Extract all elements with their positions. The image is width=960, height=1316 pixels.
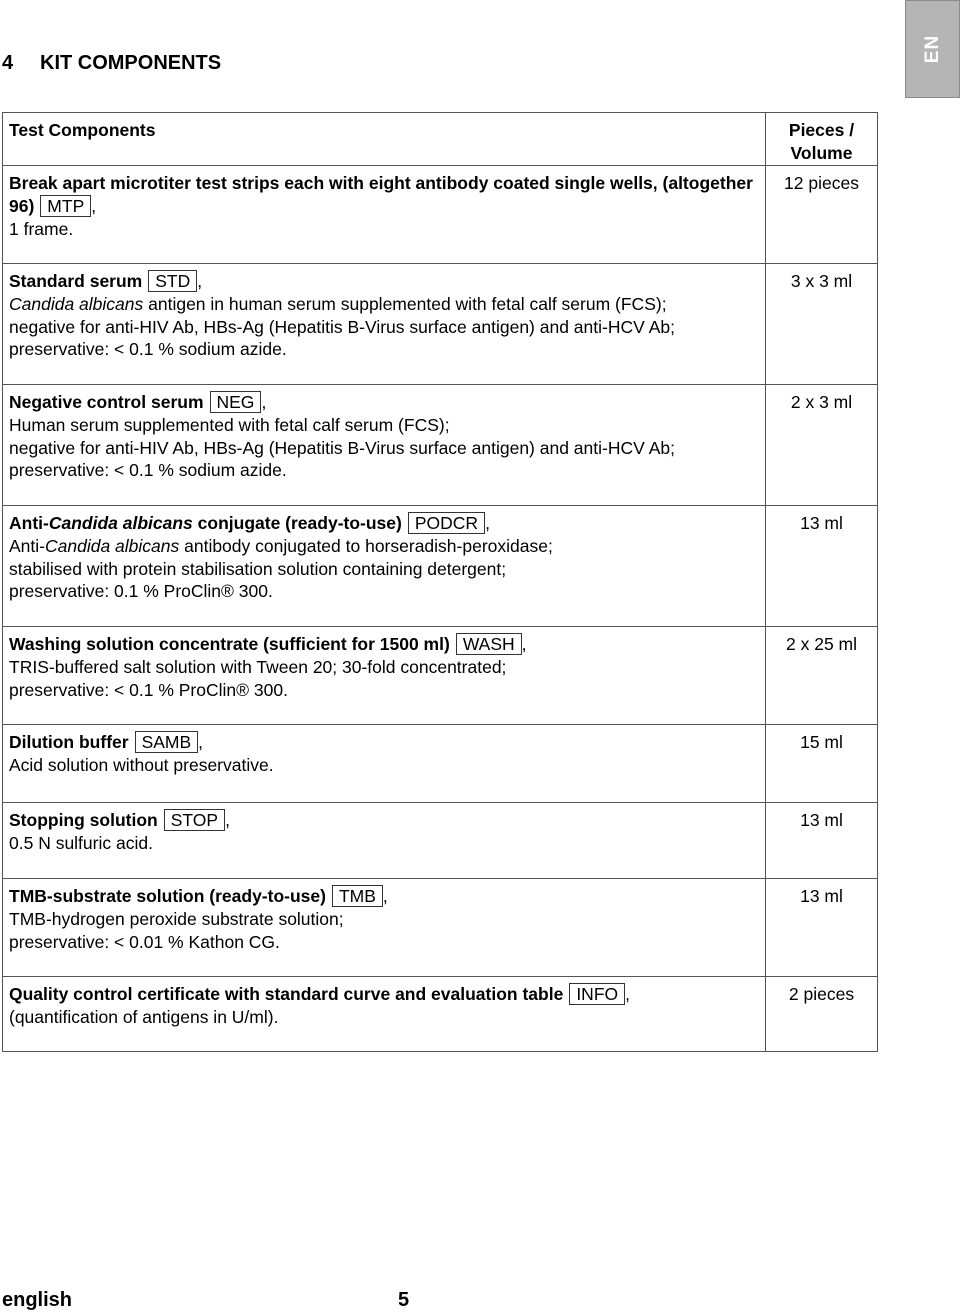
table-row bbox=[3, 803, 878, 879]
component-code: NEG bbox=[210, 391, 262, 413]
table-row bbox=[3, 264, 878, 385]
component-desc: 1 frame. bbox=[9, 218, 74, 239]
component-cell: Negative control serum NEG , Human serum supplemented with fetal calf serum (FCS); negative for anti-HIV Ab, HBs-Ag (Hepatitis B-Virus surface antigen) and anti-HCV Ab; preservative: < 0.1 % sodium azide. bbox=[3, 385, 766, 506]
component-cell: Anti-Candida albicans conjugate (ready-to-use) PODCR , Anti-Candida albicans antibody conjugated to horseradish-peroxidase; stabilised with protein stabilisation solution containing detergent; preservative: 0.1 % ProClin® 300. bbox=[3, 506, 766, 627]
component-name: Quality control certificate with standard curve and evaluation table bbox=[9, 984, 564, 1004]
component-code: INFO bbox=[569, 983, 625, 1005]
component-desc: negative for anti-HIV Ab, HBs-Ag (Hepatitis B-Virus surface antigen) and anti-HCV Ab; bbox=[9, 437, 675, 458]
component-volume: 13 ml bbox=[766, 803, 878, 879]
component-name: TMB-substrate solution (ready-to-use) bbox=[9, 886, 326, 906]
component-volume: 3 x 3 ml bbox=[766, 264, 878, 385]
component-cell: TMB-substrate solution (ready-to-use) TMB , TMB-hydrogen peroxide substrate solution; preservative: < 0.01 % Kathon CG. bbox=[3, 879, 766, 977]
kit-components-table bbox=[2, 112, 878, 1052]
component-desc: preservative: 0.1 % ProClin® 300. bbox=[9, 581, 273, 602]
header-test-components: Test Components bbox=[3, 113, 766, 166]
component-desc: Acid solution without preservative. bbox=[9, 754, 274, 775]
component-desc: preservative: < 0.1 % sodium azide. bbox=[9, 460, 287, 481]
component-name: Stopping solution bbox=[9, 810, 158, 830]
component-code: PODCR bbox=[408, 512, 485, 534]
component-name: Break apart microtiter test strips each with eight antibody coated single wells, (altogether 96) bbox=[9, 173, 753, 216]
component-desc: Human serum supplemented with fetal calf serum (FCS); bbox=[9, 414, 450, 435]
page-number: 5 bbox=[398, 1289, 410, 1311]
table-row bbox=[3, 977, 878, 1052]
component-code: MTP bbox=[40, 195, 91, 217]
component-cell: Standard serum STD , Candida albicans antigen in human serum supplemented with fetal calf serum (FCS); negative for anti-HIV Ab, HBs-Ag (Hepatitis B-Virus surface antigen) and anti-HCV Ab; preservative: < 0.1 % sodium azide. bbox=[3, 264, 766, 385]
section-number: 4 bbox=[2, 52, 14, 74]
component-code: WASH bbox=[456, 633, 522, 655]
language-tab-label: EN bbox=[921, 34, 943, 64]
component-volume: 2 x 25 ml bbox=[766, 627, 878, 725]
component-name: Dilution buffer bbox=[9, 732, 129, 752]
component-volume: 2 pieces bbox=[766, 977, 878, 1052]
table-row bbox=[3, 627, 878, 725]
component-code: STD bbox=[148, 270, 197, 292]
table-row bbox=[3, 725, 878, 803]
component-cell: Break apart microtiter test strips each with eight antibody coated single wells, (altogether 96) MTP , 1 frame. bbox=[3, 166, 766, 264]
table-header-row bbox=[3, 113, 878, 166]
component-desc: preservative: < 0.01 % Kathon CG. bbox=[9, 931, 280, 952]
component-name: Standard serum bbox=[9, 271, 143, 291]
component-desc: 0.5 N sulfuric acid. bbox=[9, 832, 153, 853]
component-cell: Dilution buffer SAMB , Acid solution without preservative. bbox=[3, 725, 766, 803]
table-row bbox=[3, 506, 878, 627]
component-volume: 13 ml bbox=[766, 506, 878, 627]
component-code: SAMB bbox=[135, 731, 199, 753]
component-desc: preservative: < 0.1 % ProClin® 300. bbox=[9, 679, 288, 700]
component-desc: stabilised with protein stabilisation solution containing detergent; bbox=[9, 558, 507, 579]
component-desc: negative for anti-HIV Ab, HBs-Ag (Hepatitis B-Virus surface antigen) and anti-HCV Ab; bbox=[9, 316, 675, 337]
table-row bbox=[3, 385, 878, 506]
component-cell: Quality control certificate with standard curve and evaluation table INFO , (quantification of antigens in U/ml). bbox=[3, 977, 766, 1052]
footer-language: english bbox=[2, 1289, 73, 1311]
language-tab bbox=[905, 0, 960, 98]
component-desc: TRIS-buffered salt solution with Tween 20; 30-fold concentrated; bbox=[9, 656, 507, 677]
component-volume: 15 ml bbox=[766, 725, 878, 803]
section-heading: KIT COMPONENTS bbox=[40, 52, 222, 74]
component-desc: Anti-Candida albicans antibody conjugated to horseradish-peroxidase; bbox=[9, 535, 553, 556]
component-cell: Washing solution concentrate (sufficient for 1500 ml) WASH , TRIS-buffered salt solution with Tween 20; 30-fold concentrated; preservative: < 0.1 % ProClin® 300. bbox=[3, 627, 766, 725]
component-desc: preservative: < 0.1 % sodium azide. bbox=[9, 339, 287, 360]
component-desc: TMB-hydrogen peroxide substrate solution; bbox=[9, 908, 344, 929]
component-name: Washing solution concentrate (sufficient for 1500 ml) bbox=[9, 634, 450, 654]
component-name: Anti-Candida albicans conjugate (ready-to-use) bbox=[9, 513, 402, 533]
table-row bbox=[3, 879, 878, 977]
section-title bbox=[2, 52, 221, 75]
component-cell: Stopping solution STOP , 0.5 N sulfuric acid. bbox=[3, 803, 766, 879]
component-volume: 13 ml bbox=[766, 879, 878, 977]
component-volume: 12 pieces bbox=[766, 166, 878, 264]
component-volume: 2 x 3 ml bbox=[766, 385, 878, 506]
component-desc: Candida albicans antigen in human serum supplemented with fetal calf serum (FCS); bbox=[9, 293, 667, 314]
header-pieces-volume: Pieces / Volume bbox=[766, 113, 878, 166]
component-name: Negative control serum bbox=[9, 392, 204, 412]
component-code: TMB bbox=[332, 885, 383, 907]
table-row bbox=[3, 166, 878, 264]
component-desc: (quantification of antigens in U/ml). bbox=[9, 1006, 279, 1027]
component-code: STOP bbox=[164, 809, 225, 831]
